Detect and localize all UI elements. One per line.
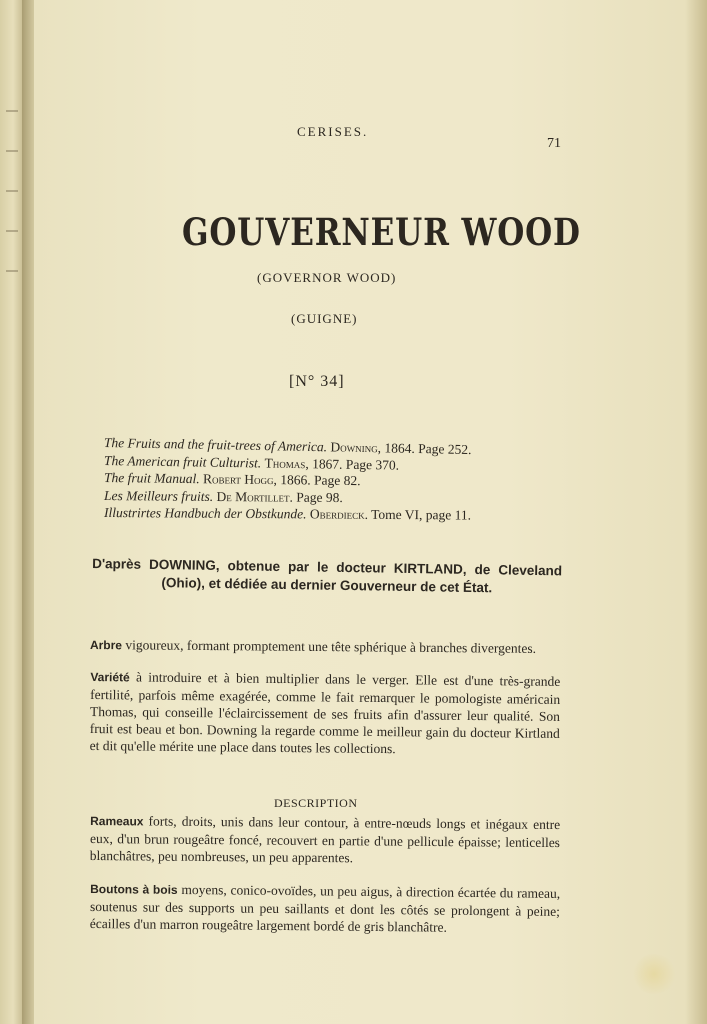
variety-paragraph (90, 668, 561, 759)
reference-details: , 1866. Page 82. (273, 472, 361, 489)
reference-work: The Fruits and the fruit-trees of America. (103, 435, 328, 455)
branches-text: forts, droits, unis dans leur contour, à entre-nœuds longs et inégaux entre eux, d'un brun rougeâtre foncé, recouvert en partie d'une pellicule épaisse; lenticelles blanchâtres, peu nombreuses, un peu apparentes. (89, 813, 561, 866)
reference-author: Thomas (264, 455, 306, 471)
book-page (34, 0, 707, 1024)
tree-text: vigoureux, formant promptement une tête sphérique à branches divergentes. (121, 637, 537, 656)
tree-paragraph (90, 636, 560, 658)
variety-lead: Variété (90, 670, 130, 685)
origin-note: D'après DOWNING, obtenue par le docteur KIRTLAND, de Cleveland (Ohio), et dédiée au dernier Gouverneur de cet État. (92, 556, 563, 596)
buds-paragraph (90, 880, 561, 937)
buds-text: moyens, conico-ovoïdes, un peu aigus, à direction écartée du rameau, soutenus sur des supports un peu saillants et dont les côtés se prolongent à peine; écailles d'un marron rougeâtre largement bordé de gris blanchâtre. (89, 881, 561, 935)
reference-work: The fruit Manual. (103, 470, 200, 487)
reference-details: . Tome VI, page 11. (364, 506, 472, 523)
page-number: 71 (547, 136, 561, 151)
variety-title: GOUVERNEUR WOOD (182, 210, 581, 254)
reference-details: . Page 98. (289, 489, 343, 505)
reference-work: Illustrirtes Handbuch der Obstkunde. (103, 505, 307, 522)
variety-text: à introduire et à bien multiplier dans le verger. Elle est d'une très-grande fertilité, parfois même exagérée, comme le fait remarquer le pomologiste américain Thomas, qui conseille l'éclaircissement de ses fruits afin d'assurer leur qualité. Son fruit est beau et bon. Downing la regarde comme le meilleur gain du docteur Kirtland et dit qu'elle mérite une place dans toutes les collections. (89, 669, 561, 757)
branches-paragraph (90, 812, 560, 868)
reference-details: , 1867. Page 370. (305, 455, 400, 473)
reference-author: De Mortillet (216, 488, 290, 505)
tree-lead: Arbre (89, 638, 123, 653)
fruit-type: (GUIGNE) (291, 311, 358, 326)
buds-lead: Boutons à bois (90, 882, 178, 897)
running-head: CERISES. (297, 124, 369, 139)
bibliography (104, 434, 471, 522)
branches-lead: Rameaux (90, 814, 144, 829)
reference-author: Downing (330, 439, 378, 456)
paper-stain (631, 954, 677, 994)
reference-item (104, 504, 472, 524)
variety-english-name: (GOVERNOR WOOD) (257, 270, 397, 285)
reference-author: Oberdieck (309, 506, 365, 522)
reference-author: Robert Hogg (202, 471, 274, 488)
description-heading: DESCRIPTION (274, 796, 358, 810)
entry-number: [N° 34] (289, 373, 345, 390)
reference-work: Les Meilleurs fruits. (103, 487, 214, 504)
reference-work: The American fruit Culturist. (103, 452, 262, 470)
reference-details: , 1864. Page 252. (377, 440, 472, 458)
